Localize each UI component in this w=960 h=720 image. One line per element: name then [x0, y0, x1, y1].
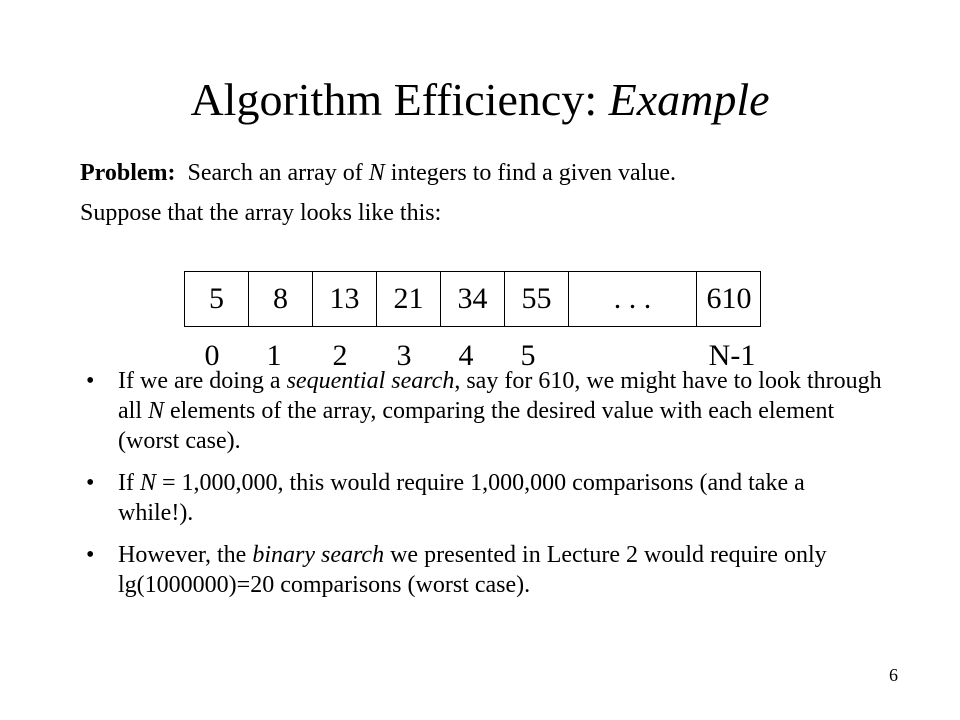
bullet-text: , say for 610, we might have to look through all: [118, 368, 882, 424]
array-cell: 55: [505, 272, 569, 326]
title-main: Algorithm Efficiency:: [190, 74, 609, 125]
array-cell: 610: [706, 282, 752, 315]
array-cell: 5: [185, 272, 249, 326]
bullet-marker: •: [86, 470, 95, 496]
suppose-text: Suppose that the array looks like this:: [80, 200, 442, 226]
array-diagram: [184, 271, 761, 327]
array-index: 0: [204, 339, 220, 372]
array-cell: 21: [377, 272, 441, 326]
bullet-marker: •: [86, 368, 95, 394]
bullet-marker: •: [86, 542, 95, 568]
array-cell: 34: [441, 272, 505, 326]
array-index: 4: [458, 339, 474, 372]
array-cell-ellipsis: . . .: [569, 272, 697, 326]
array-cell: 13: [313, 272, 377, 326]
array-cell: 8: [249, 272, 313, 326]
title-italic: Example: [608, 74, 770, 125]
bullet-text: elements of the array, comparing the desired value with each element (worst case).: [118, 398, 835, 454]
array-index: 3: [396, 339, 412, 372]
problem-statement: [80, 158, 676, 188]
bullet-text: = 1,000,000, this would require 1,000,000 comparisons (and take a while!).: [118, 470, 805, 526]
bullet-text: we presented in Lecture 2 would require only lg(1000000)=20 comparisons (worst case).: [118, 542, 827, 598]
problem-label: Problem:: [80, 160, 176, 186]
array-index: 5: [520, 339, 536, 372]
bullet-item: [86, 366, 886, 456]
bullet-text: However, the: [118, 542, 253, 568]
bullet-text: If we are doing a: [118, 368, 287, 394]
problem-text-before: Search an array of: [175, 160, 369, 186]
array-index-last: N-1: [708, 339, 756, 372]
array-index: 1: [266, 339, 282, 372]
bullet-emphasis: binary search: [252, 542, 385, 568]
problem-text-after: integers to find a given value.: [384, 160, 677, 186]
bullet-item: [86, 468, 886, 528]
bullet-emphasis: N: [148, 398, 165, 424]
bullet-emphasis: N: [139, 470, 156, 496]
page-number: 6: [889, 665, 898, 685]
bullet-text: If: [118, 470, 140, 496]
bullet-emphasis: sequential search: [286, 368, 455, 394]
slide-title: [0, 70, 960, 130]
problem-var: N: [368, 160, 385, 186]
bullet-list: [86, 366, 886, 612]
array-index: 2: [332, 339, 348, 372]
bullet-item: [86, 540, 886, 600]
